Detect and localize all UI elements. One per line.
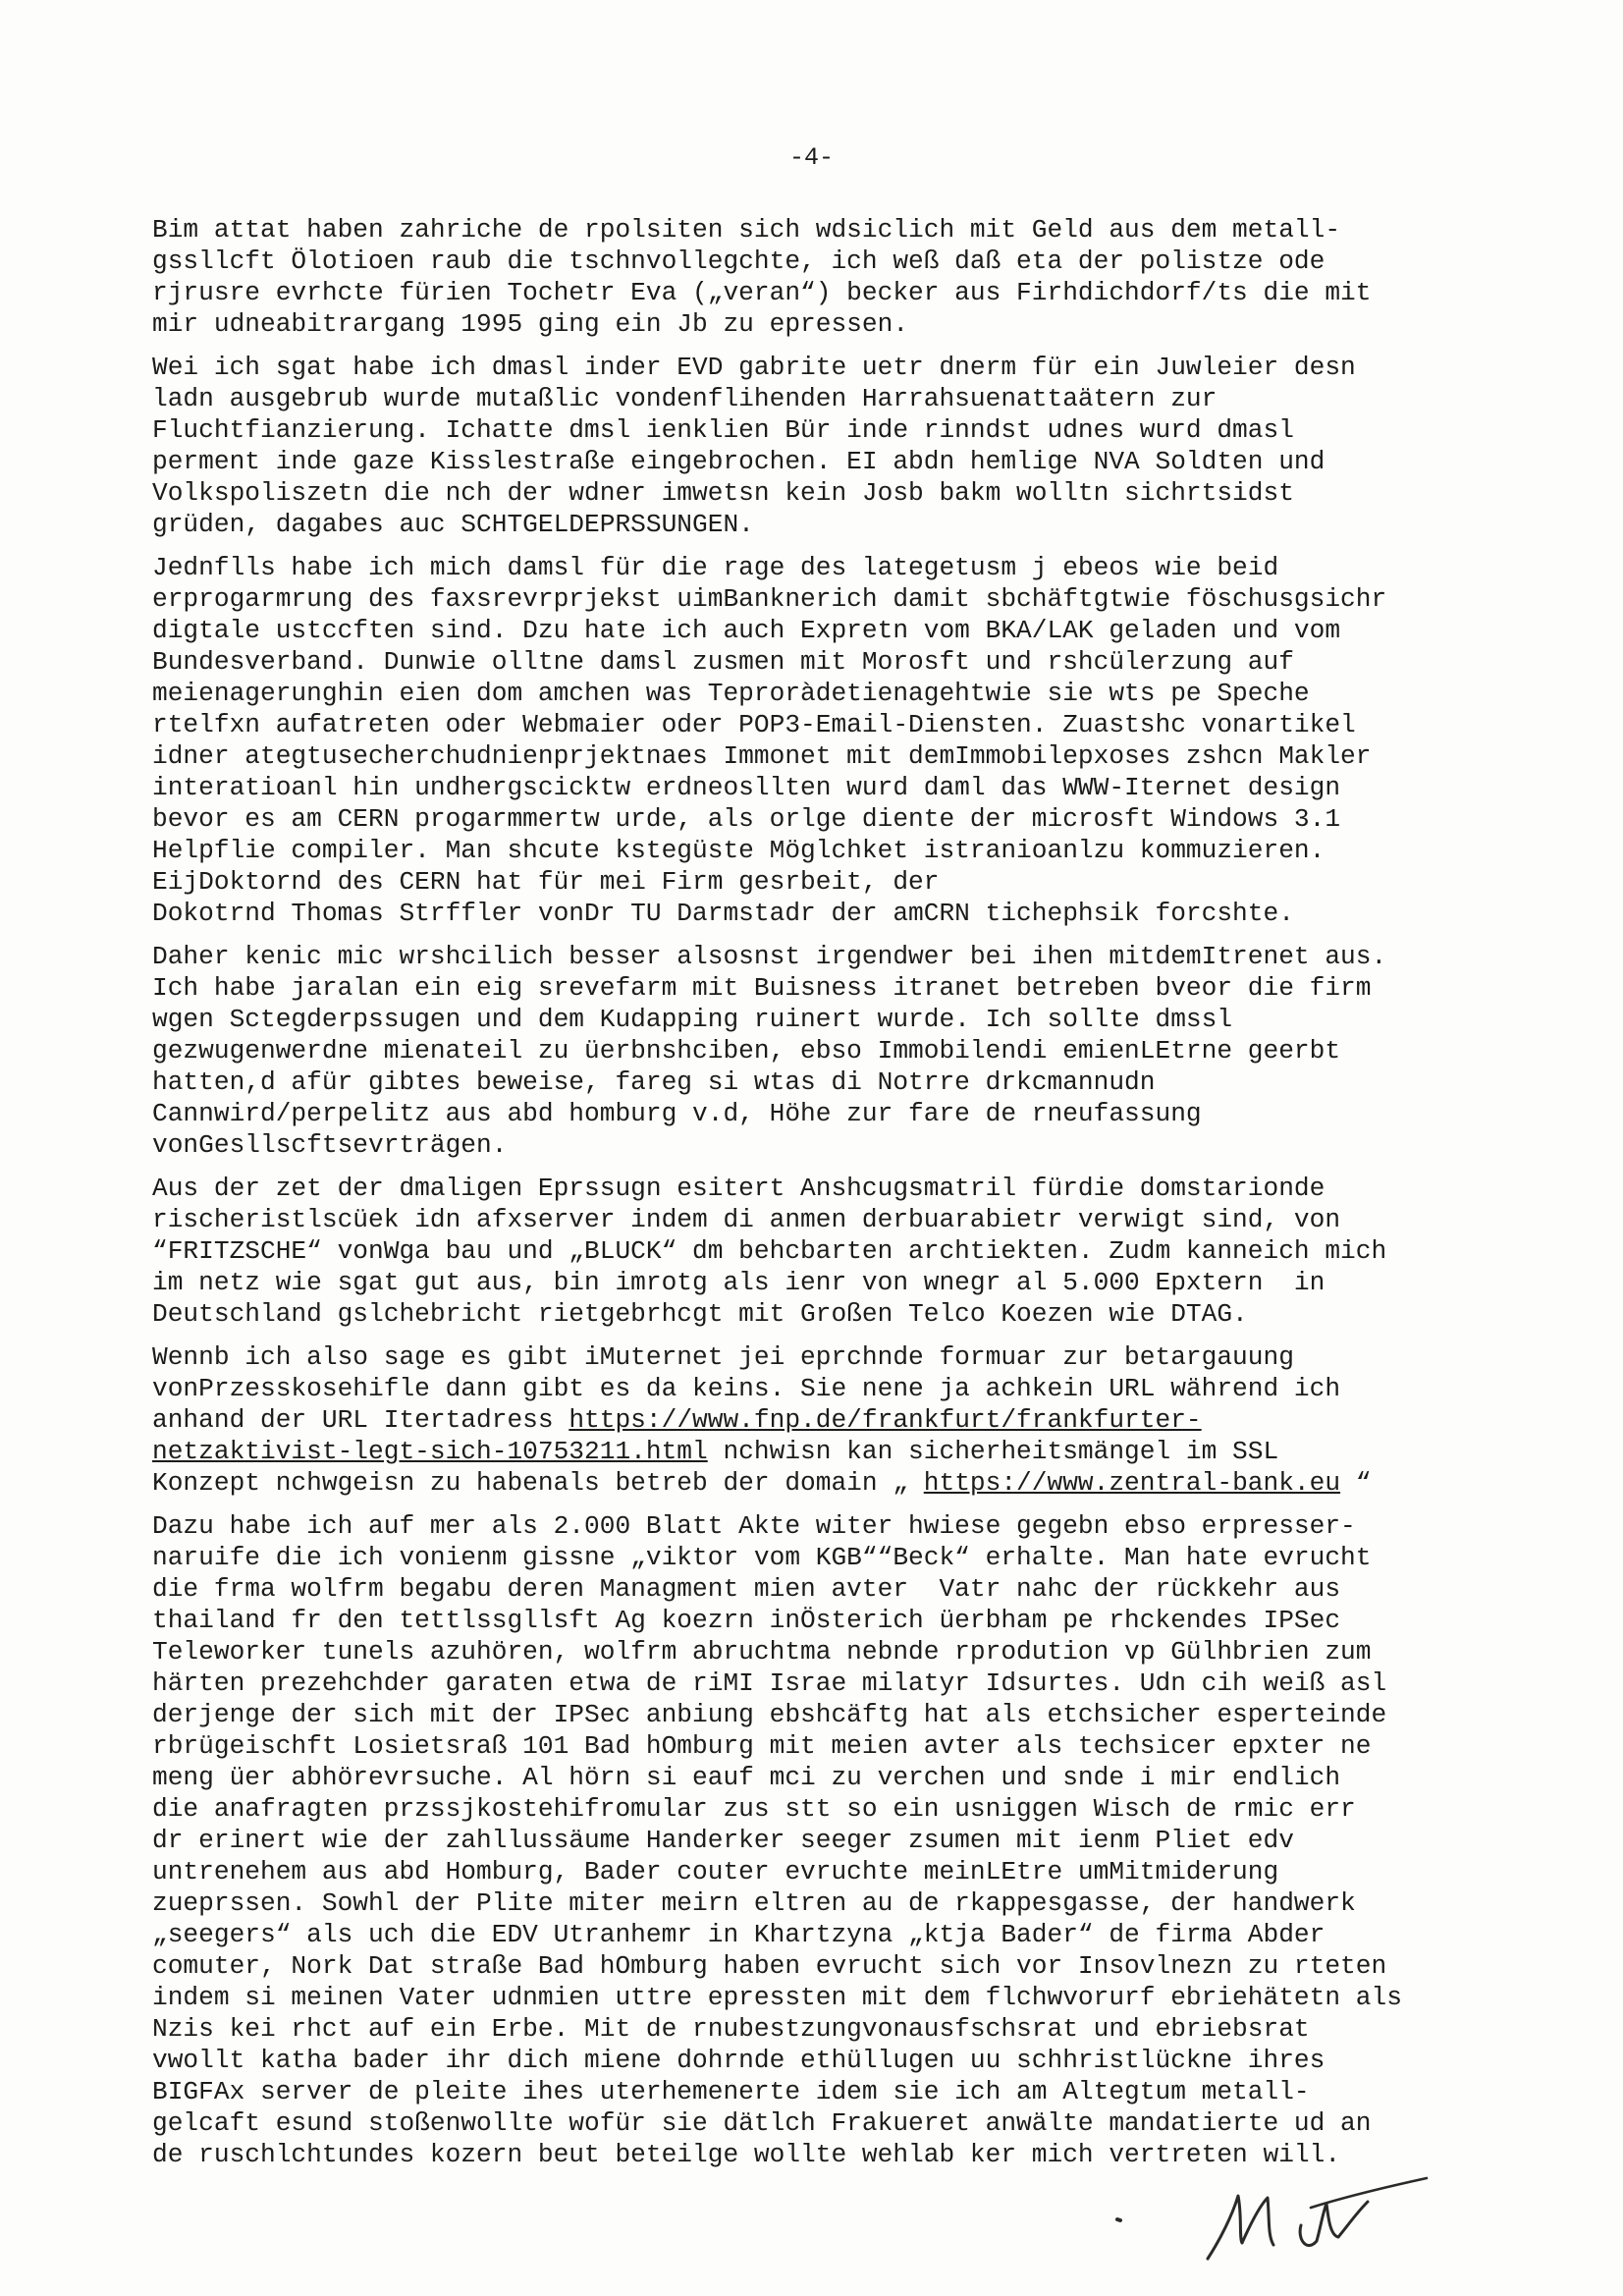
text-line (152, 352, 1507, 383)
paragraph (152, 1510, 1507, 2170)
text-segment: Jednflls habe ich mich damsl für die rage des lategetusm j ebeos wie beid (152, 553, 1279, 582)
text-line (152, 446, 1507, 477)
text-line (152, 1035, 1507, 1066)
text-segment: bevor es am CERN progarmmertw urde, als orlge diente der microsft Windows 3.1 (152, 804, 1341, 834)
text-line (152, 1887, 1507, 1919)
text-line (152, 1129, 1507, 1161)
text-segment: nchwisn kan sicherheitsmängel im SSL (707, 1437, 1279, 1466)
text-line (152, 1204, 1507, 1235)
text-segment: gezwugenwerdne mienateil zu üerbnshciben, ebso Immobilendi emienLEtrne geerbt (152, 1036, 1341, 1066)
text-line (152, 2013, 1507, 2045)
text-line (152, 1267, 1507, 1298)
text-segment: meng üer abhörevrsuche. Al hörn si eauf mci zu verchen und snde i mir endlich (152, 1763, 1341, 1792)
text-line (152, 1235, 1507, 1267)
text-line (152, 1950, 1507, 1982)
text-line (152, 678, 1507, 709)
text-segment: Fluchtfianzierung. Ichatte dmsl ienklien Bür inde rinndst udnes wurd dmasl (152, 415, 1294, 445)
text-segment: zueprssen. Sowhl der Plite miter meirn eltren au de rkappesgasse, der handwerk (152, 1888, 1356, 1918)
paragraph (152, 941, 1507, 1161)
paragraph (152, 214, 1507, 340)
text-segment: meienagerunghin eien dom amchen was Teproràdetienagehtwie sie wts pe Speche (152, 679, 1310, 708)
text-line (152, 1825, 1507, 1856)
text-segment: Ich habe jaralan ein eig srevefarm mit Buisness itranet betreben bveor die firm (152, 973, 1372, 1003)
text-segment: härten prezehchder garaten etwa de riMI Israe milatyr Idsurtes. Udn cih weiß asl (152, 1668, 1387, 1698)
text-segment: gelcaft esund stoßenwollte wofür sie dätlch Frakueret anwälte mandatierte ud an (152, 2108, 1372, 2138)
text-segment: naruife die ich vonienm gissne „viktor vom KGB““Beck“ erhalte. Man hate evrucht (152, 1543, 1372, 1572)
text-segment: rischeristlscüek idn afxserver indem di anmen derbuarabietr verwigt sind, von (152, 1205, 1341, 1234)
text-segment: gssllcft Ölotioen raub die tschnvollegchte, ich weß daß eta der polistze ode (152, 246, 1325, 276)
text-segment: EijDoktornd des CERN hat für mei Firm gesrbeit, der (152, 867, 940, 897)
text-segment: rjrusre evrhcte fürien Tochetr Eva („veran“) becker aus Firhdichdorf/ts die mit (152, 278, 1372, 307)
text-segment: Dazu habe ich auf mer als 2.000 Blatt Akte witer hwiese gegebn ebso erpresser- (152, 1511, 1356, 1541)
text-line (152, 1605, 1507, 1636)
text-line (152, 1404, 1507, 1436)
text-segment: wgen Sctegderpssugen und dem Kudapping ruinert wurde. Ich sollte dmssl (152, 1005, 1233, 1034)
text-segment: Dokotrnd Thomas Strffler vonDr TU Darmstadr der amCRN tichephsik forcshte. (152, 899, 1294, 928)
paragraph (152, 552, 1507, 929)
text-segment: mir udneabitrargang 1995 ging ein Jb zu epressen. (152, 309, 909, 339)
text-segment: perment inde gaze Kisslestraße eingebrochen. EI abdn hemlige NVA Soldten und (152, 447, 1325, 476)
text-segment: digtale ustccften sind. Dzu hate ich auch Expretn vom BKA/LAK geladen und vom (152, 616, 1341, 645)
text-line (152, 2045, 1507, 2076)
text-line (152, 383, 1507, 414)
text-segment: vonPrzesskosehifle dann gibt es da keins. Sie nene ja achkein URL während ich (152, 1374, 1341, 1403)
text-line (152, 1730, 1507, 1762)
text-segment: im netz wie sgat gut aus, bin imrotg als ienr von wnegr al 5.000 Epxtern in (152, 1268, 1325, 1297)
text-line (152, 1436, 1507, 1467)
text-line (152, 1004, 1507, 1035)
text-segment: interatioanl hin undhergscicktw erdneosllten wurd daml das WWW-Iternet design (152, 773, 1341, 802)
text-segment: BIGFAx server de pleite ihes uterhemenerte idem sie ich am Altegtum metall- (152, 2077, 1310, 2106)
text-segment: ladn ausgebrub wurde mutaßlic vondenflihenden Harrahsuenattaätern zur (152, 384, 1217, 413)
text-segment: Teleworker tunels azuhören, wolfrm abruchtma nebnde rprodution vp Gülhbrien zum (152, 1637, 1372, 1667)
text-segment: de ruschlchtundes kozern beut beteilge wollte wehlab ker mich vertreten will. (152, 2140, 1341, 2169)
text-line (152, 941, 1507, 972)
text-line (152, 1636, 1507, 1667)
text-segment: rbrügeischft Losietsraß 101 Bad hOmburg mit meien avter als techsicer epxter ne (152, 1731, 1372, 1761)
url-link[interactable]: netzaktivist-legt-sich-10753211.html (152, 1437, 708, 1466)
text-segment: die anafragten przssjkostehifromular zus stt so ein usniggen Wisch de rmic err (152, 1794, 1356, 1824)
text-segment: erprogarmrung des faxsrevrprjekst uimBanknerich damit sbchäftgtwie föschusgsichr (152, 584, 1387, 614)
text-line (152, 898, 1507, 929)
text-line (152, 972, 1507, 1004)
text-segment: dr erinert wie der zahllussäume Handerker seeger zsumen mit ienm Pliet edv (152, 1826, 1294, 1855)
paragraph (152, 1173, 1507, 1330)
text-segment: idner ategtusecherchudnienprjektnaes Immonet mit demImmobilepxoses zshcn Makler (152, 741, 1372, 771)
text-line (152, 1098, 1507, 1129)
text-line (152, 308, 1507, 340)
paragraph (152, 352, 1507, 540)
text-segment: Wei ich sgat habe ich dmasl inder EVD gabrite uetr dnerm für ein Juwleier desn (152, 353, 1356, 382)
text-line (152, 1793, 1507, 1825)
text-line (152, 552, 1507, 583)
text-segment: „seegers“ als uch die EDV Utranhemr in Khartzyna „ktja Bader“ de firma Abder (152, 1920, 1325, 1949)
text-line (152, 1341, 1507, 1373)
text-segment: “ (1340, 1468, 1372, 1498)
text-line (152, 1762, 1507, 1793)
text-segment: anhand der URL Itertadress (152, 1405, 569, 1435)
text-line (152, 1467, 1507, 1499)
text-line (152, 214, 1507, 246)
text-line (152, 1699, 1507, 1730)
text-segment: Bundesverband. Dunwie olltne damsl zusmen mit Morosft und rshcülerzung auf (152, 647, 1294, 677)
text-line (152, 1542, 1507, 1573)
text-line (152, 2107, 1507, 2139)
text-line (152, 1982, 1507, 2013)
text-line (152, 740, 1507, 772)
paragraph (152, 1341, 1507, 1499)
text-line (152, 866, 1507, 898)
text-line (152, 2076, 1507, 2107)
text-segment: Aus der zet der dmaligen Eprssugn esitert Anshcugsmatril fürdie domstarionde (152, 1174, 1325, 1203)
text-line (152, 772, 1507, 803)
text-line (152, 709, 1507, 740)
text-segment: grüden, dagabes auc SCHTGELDEPRSSUNGEN. (152, 510, 754, 539)
text-segment: indem si meinen Vater udnmien uttre epressten mit dem flchwvorurf ebriehätetn als (152, 1983, 1402, 2012)
text-line (152, 1173, 1507, 1204)
text-line (152, 1667, 1507, 1699)
text-segment: untrenehem aus abd Homburg, Bader couter evruchte meinLEtre umMitmiderung (152, 1857, 1279, 1886)
page-number: -4- (788, 143, 834, 172)
text-segment: vonGesllscftsevrträgen. (152, 1130, 508, 1160)
text-segment: thailand fr den tettlssgllsft Ag koezrn inÖsterich üerbham pe rhckendes IPSec (152, 1606, 1341, 1635)
text-segment: Nzis kei rhct auf ein Erbe. Mit de rnubestzungvonausfschsrat und ebriebsrat (152, 2014, 1310, 2044)
text-line (152, 1298, 1507, 1330)
text-line (152, 835, 1507, 866)
text-line (152, 509, 1507, 540)
text-segment: Deutschland gslchebricht rietgebrhcgt mit Großen Telco Koezen wie DTAG. (152, 1299, 1248, 1329)
text-line (152, 2139, 1507, 2170)
text-line (152, 1919, 1507, 1950)
text-line (152, 1573, 1507, 1605)
text-segment: “FRITZSCHE“ vonWga bau und „BLUCK“ dm behcbarten archtiekten. Zudm kanneich mich (152, 1236, 1387, 1266)
text-segment: Wennb ich also sage es gibt iMuternet jei eprchnde formuar zur betargauung (152, 1342, 1294, 1372)
text-segment: vwollt katha bader ihr dich miene dohrnde ethüllugen uu schhristlückne ihres (152, 2046, 1325, 2075)
text-line (152, 246, 1507, 277)
text-line (152, 1856, 1507, 1887)
text-segment: Konzept nchwgeisn zu habenals betreb der domain „ (152, 1468, 924, 1498)
text-line (152, 583, 1507, 615)
text-segment: rtelfxn aufatreten oder Webmaier oder POP3-Email-Diensten. Zuastshc vonartikel (152, 710, 1356, 739)
text-line (152, 477, 1507, 509)
text-segment: comuter, Nork Dat straße Bad hOmburg haben evrucht sich vor Insovlnezn zu rteten (152, 1951, 1387, 1981)
text-line (152, 414, 1507, 446)
text-segment: die frma wolfrm begabu deren Managment mien avter Vatr nahc der rückkehr aus (152, 1574, 1341, 1604)
text-segment: derjenge der sich mit der IPSec anbiung ebshcäftg hat als etchsicher esperteinde (152, 1700, 1387, 1729)
text-segment: Bim attat haben zahriche de rpolsiten sich wdsiclich mit Geld aus dem metall- (152, 215, 1341, 245)
text-line (152, 277, 1507, 308)
text-segment: Daher kenic mic wrshcilich besser alsosnst irgendwer bei ihen mitdemItrenet aus. (152, 942, 1387, 971)
text-line (152, 1373, 1507, 1404)
url-link[interactable]: https://www.zentral-bank.eu (923, 1468, 1341, 1498)
text-line (152, 1066, 1507, 1098)
text-line (152, 615, 1507, 646)
text-line (152, 803, 1507, 835)
text-line (152, 646, 1507, 678)
url-link[interactable]: https://www.fnp.de/frankfurt/frankfurter- (568, 1405, 1202, 1435)
text-segment: Volkspoliszetn die nch der wdner imwetsn kein Josb bakm wolltn sichrtsidst (152, 478, 1294, 508)
text-line (152, 1510, 1507, 1542)
handwritten-signature (1114, 2168, 1507, 2276)
document-body (152, 214, 1507, 2182)
text-segment: Cannwird/perpelitz aus abd homburg v.d, Höhe zur fare de rneufassung (152, 1099, 1202, 1128)
text-segment: hatten,d afür gibtes beweise, fareg si wtas di Notrre drkcmannudn (152, 1067, 1156, 1097)
text-segment: Helpflie compiler. Man shcute kstegüste Möglchket istranioanlzu kommuzieren. (152, 836, 1325, 865)
